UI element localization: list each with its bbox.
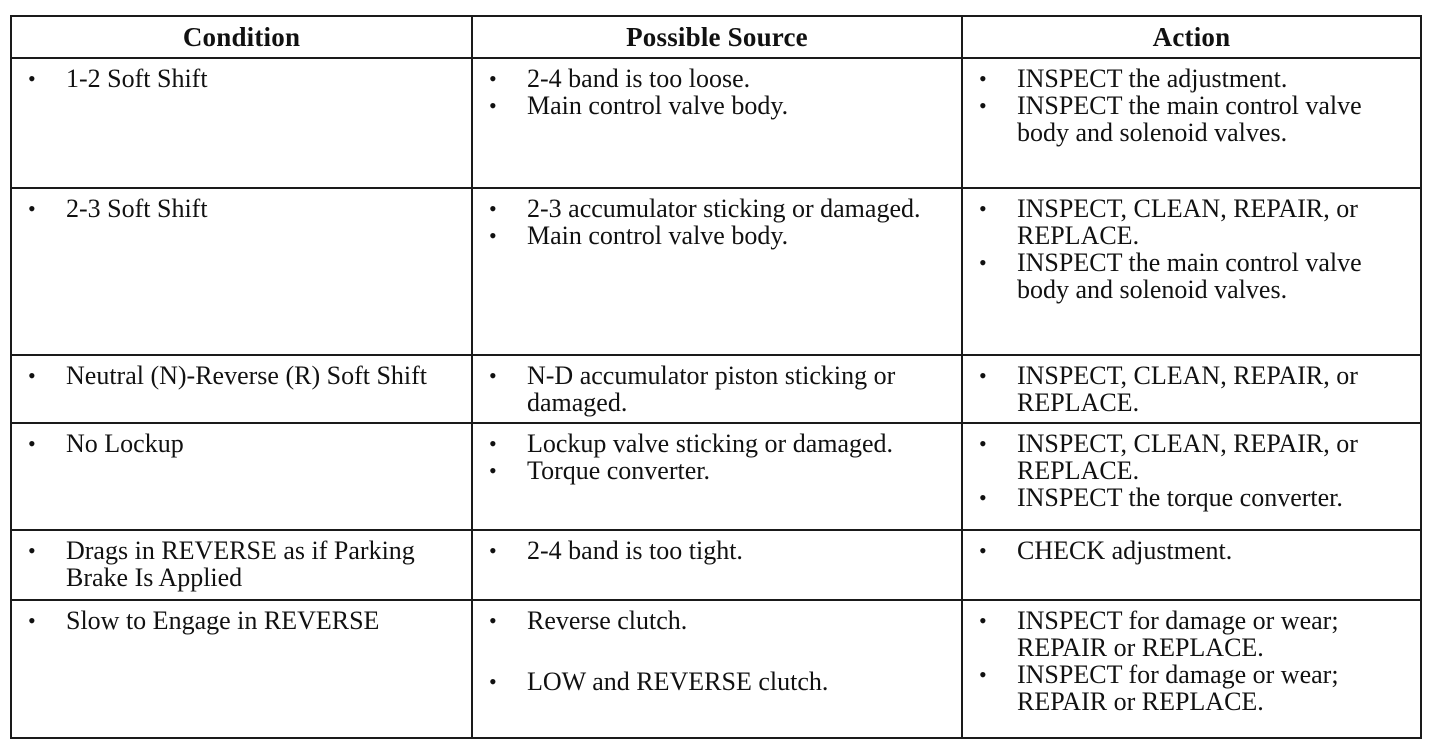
list-item: • 2-4 band is too loose. [473,65,953,92]
action-cell [962,423,1421,530]
source-cell [472,530,962,600]
condition-cell [11,355,472,423]
condition-cell [11,530,472,600]
list-item: • Main control valve body. [473,92,953,119]
list-item: • N-D accumulator piston sticking or damaged. [473,362,953,416]
list-item: • 1-2 Soft Shift [12,65,463,92]
list-item: • No Lockup [12,430,463,457]
action-cell [962,530,1421,600]
condition-cell [11,188,472,355]
table-row [11,530,1421,600]
list-item: • INSPECT the torque converter. [963,484,1412,511]
list-item: • Reverse clutch. [473,607,953,634]
source-cell [472,600,962,738]
table-row [11,423,1421,530]
list-item: • INSPECT, CLEAN, REPAIR, or REPLACE. [963,362,1412,416]
diagnosis-table-container [10,15,1420,739]
table-row [11,355,1421,423]
action-cell [962,58,1421,188]
source-cell [472,355,962,423]
table-row [11,600,1421,738]
list-item: • INSPECT the main control valve body and solenoid valves. [963,92,1412,146]
condition-cell [11,423,472,530]
list-item: • 2-3 Soft Shift [12,195,463,222]
source-cell [472,423,962,530]
action-cell [962,600,1421,738]
list-item: • Drags in REVERSE as if Parking Brake Is Applied [12,537,463,591]
list-item: • Main control valve body. [473,222,953,249]
source-cell [472,58,962,188]
list-item: • Torque converter. [473,457,953,484]
header-possible-source: Possible Source [472,16,962,58]
list-item: • Lockup valve sticking or damaged. [473,430,953,457]
action-cell [962,188,1421,355]
list-item: • Slow to Engage in REVERSE [12,607,463,634]
action-cell [962,355,1421,423]
list-item: • INSPECT for damage or wear; REPAIR or REPLACE. [963,661,1412,715]
table-header-row [11,16,1421,58]
list-item: • INSPECT, CLEAN, REPAIR, or REPLACE. [963,430,1412,484]
list-item: • LOW and REVERSE clutch. [473,668,953,695]
header-action: Action [962,16,1421,58]
source-cell [472,188,962,355]
header-condition: Condition [11,16,472,58]
list-item: • INSPECT, CLEAN, REPAIR, or REPLACE. [963,195,1412,249]
list-item: • INSPECT for damage or wear; REPAIR or REPLACE. [963,607,1412,661]
diagnosis-table [10,15,1422,739]
condition-cell [11,58,472,188]
table-row [11,188,1421,355]
list-item: • Neutral (N)-Reverse (R) Soft Shift [12,362,463,389]
list-item: • INSPECT the main control valve body and solenoid valves. [963,249,1412,303]
list-item: • CHECK adjustment. [963,537,1412,564]
list-item: • 2-3 accumulator sticking or damaged. [473,195,953,222]
list-item: • INSPECT the adjustment. [963,65,1412,92]
table-row [11,58,1421,188]
list-item: • 2-4 band is too tight. [473,537,953,564]
condition-cell [11,600,472,738]
